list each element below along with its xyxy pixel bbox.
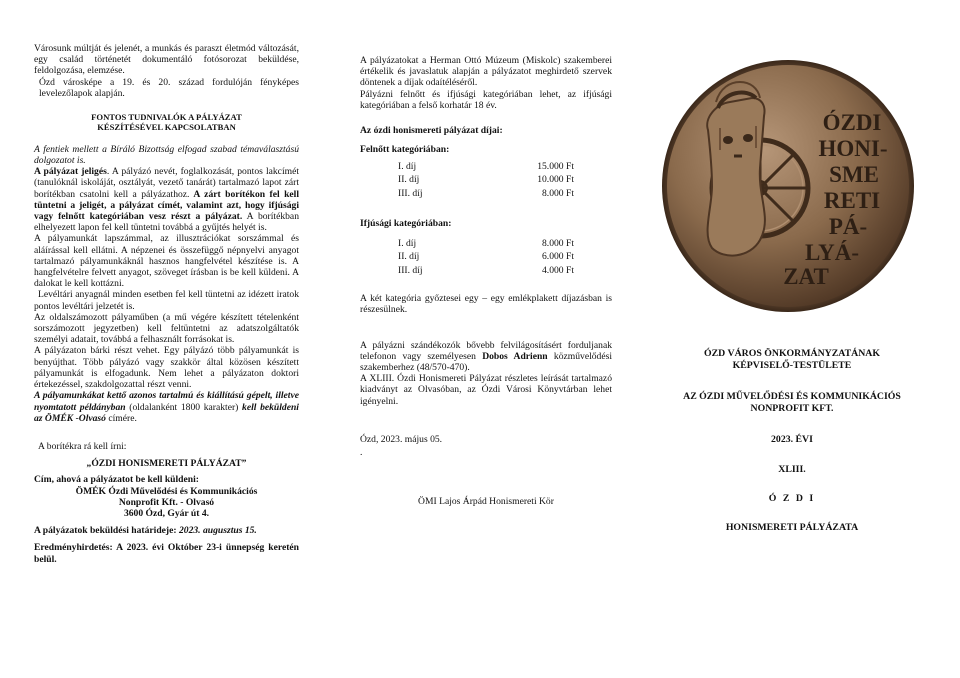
plaque-paragraph: A két kategória győztesei egy – egy emlékplakett díjazásban is részesülnek. [360,293,612,316]
jelige-bold-2: A zárt borítékon fel kell tüntetni a jeligét, a pályázat címét, valamint azt, hogy ifjúsági vagy felnőtt kategóriában vesz részt a pályázat. [34,188,300,223]
date-line: Ózd, 2023. május 05. [360,433,443,445]
table-row [398,173,574,187]
prize-rank: III. díj [398,187,423,199]
contact-text-2: közművelődési szakemberhez (48/570-470). [360,350,612,373]
heading-line-1: FONTOS TUDNIVALÓK A PÁLYÁZAT [91,112,242,123]
table-row [398,250,574,264]
bekuldes-bold-italic-2: kell beküldeni az ÖMÉK -Olvasó [34,401,299,424]
contact-paragraph [360,340,612,374]
jelige-bold: A pályázat jeligés [34,166,107,178]
contact-text-1: A pályázni szándékozók bővebb felvilágosításért forduljanak telefonon vagy személyesen [360,339,612,362]
barki-paragraph: A pályázaton bárki részt vehet. Egy pályázó több pályamunkát is benyújthat. Több pályázó vagy szakkör által közösen készített pályamunkát is elfogadunk. Nem lehet a pályázaton doktori értekezéssel, szakdolgozattal részt venni. [34,345,299,391]
address-line-1: ÖMÉK Ózdi Művelődési és Kommunikációs [75,485,258,497]
address-label: Cím, ahová a pályázatot be kell küldeni: [34,474,199,486]
deadline-label: A pályázatok beküldési határideje: [34,525,179,537]
prizes-heading: Az ózdi honismereti pályázat díjai: [360,125,503,137]
table-row [398,159,574,173]
prize-amount: 10.000 Ft [537,174,574,186]
jelige-paragraph [34,166,299,233]
prize-rank: II. díj [398,174,420,186]
bekuldes-text-2: címére. [105,412,137,424]
oldalszam-paragraph: Az oldalszámozott pályaműben (a mű végére készített tételenként sorszámozott jegyzetben) kell feltüntetni az adatszolgáltatók személyi adatait, továbbá a felhasznált forrásokat is. [34,311,299,346]
column-right [652,0,932,534]
italic-note: A fentiek mellett a Bíráló Bizottság elfogad szabad témaválasztású dolgozatot is. [34,143,299,167]
boritek-title: „ÓZDI HONISMERETI PÁLYÁZAT” [86,458,247,470]
ozdi-spaced: Ó Z D I [768,493,816,504]
contact-name: Dobos Adrienn [482,350,548,362]
signature: ÖMI Lajos Árpád Honismereti Kör [418,496,554,508]
publication-paragraph: A XLIII. Ózdi Honismereti Pályázat részletes leírását tartalmazó kiadványt az Olvasóban, az Ózdi Városi Könyvtárban lehet igényelni. [360,373,612,407]
table-row [398,236,574,250]
table-row [398,187,574,201]
results-announcement: Eredményhirdetés: A 2023. évi Október 23-i ünnepség keretén belül. [34,542,299,565]
organizer-1-line-2: KÉPVISELŐ-TESTÜLETE [732,360,852,371]
organizer-2-line-1: AZ ÓZDI MŰVELŐDÉSI ÉS KOMMUNIKÁCIÓS [683,391,901,402]
bekuldes-paragraph [34,390,299,424]
deadline-date: 2023. augusztus 15. [178,525,257,537]
deadline [34,525,299,536]
medal-text-line: LYÁ- [804,240,860,265]
organizer-1-line-1: ÓZD VÁROS ÖNKORMÁNYZATÁNAK [704,348,880,359]
dot-line: . [360,447,363,459]
bekuldes-text: (oldalanként 1800 karakter) [125,401,243,413]
prize-amount: 6.000 Ft [542,251,574,263]
organizer-2-line-2: NONPROFIT KFT. [750,403,834,414]
address-line-3: 3600 Ózd, Gyár út 4. [123,507,210,519]
medal-text-line: ÓZDI [822,110,882,135]
prize-amount: 15.000 Ft [537,160,574,172]
jelige-text: . A pályázó nevét, foglalkozását, pontos lakcímét (tanulóknál iskoláját, osztályát, vezető tanárát) tartalmazó lapot zárt borítékban csatolni kell a pályázathoz. [34,166,299,200]
prize-amount: 4.000 Ft [542,264,574,276]
competition-title: HONISMERETI PÁLYÁZATA [725,522,859,533]
prize-rank: I. díj [398,237,417,249]
address-line-2: Nonprofit Kft. - Olvasó [118,496,215,508]
table-row [398,264,574,278]
column-left [34,0,299,565]
youth-prize-table [398,236,574,277]
prize-amount: 8.000 Ft [542,187,574,199]
lapszam-paragraph: A pályamunkát lapszámmal, az illusztrációkat sorszámmal és aláírással kell ellátni. A népzenei és összefüggő népnyelvi anyagot tartalmazó pályamunkáknál hasznos hangfelvétel készítése is. A hangfelvételre felvett anyagot, szöveget írásban is be kell küldeni. A dalokat le kell kottázni. [34,233,299,290]
category-paragraph: Pályázni felnőtt és ifjúsági kategóriában lehet, az ifjúsági kategóriában a felső korhatár 18 év. [360,88,612,111]
boritek-label: A borítékra rá kell írni: [38,440,127,452]
column-middle [360,0,612,507]
year-label: 2023. ÉVI [771,434,813,445]
bekuldes-bold-italic-1: A pályamunkákat kettő azonos tartalmú és kiállítású gépelt, illetve nyomtatott példányban [34,390,299,413]
jelige-text-2: A borítékban elhelyezett lapon fel kell tüntetni továbbá a gyűjtés helyét is. [34,211,299,234]
medal-text-line: ZAT [783,264,829,289]
medal-text-line: SME [829,162,879,187]
evaluation-paragraph: A pályázatokat a Herman Ottó Múzeum (Miskolc) szakemberei értékelik és javaslatuk alapján a pályázatot meghirdető szervek döntenek a díjak odaítéléséről. [360,55,612,89]
medal-text-line: HONI- [818,136,888,161]
medal-text-line: RETI [823,188,881,213]
intro-paragraph-2: Ózd városképe a 19. és 20. század fordulóján fényképes levelezőlapok alapján. [39,76,299,99]
prize-rank: III. díj [398,264,423,276]
prize-rank: I. díj [398,160,417,172]
prize-amount: 8.000 Ft [542,237,574,249]
leveltari-paragraph: Levéltári anyagnál minden esetben fel kell tüntetni az idézett iratok pontos levéltári jelzetét is. [34,289,299,312]
edition-label: XLIII. [778,464,806,475]
adult-category-heading: Felnőtt kategóriában: [360,144,450,156]
heading-line-2: KÉSZÍTÉSÉVEL KAPCSOLATBAN [97,122,236,133]
medal-text-line: PÁ- [828,214,868,239]
intro-paragraph-1: Városunk múltját és jelenét, a munkás és paraszt életmód változását, egy család történetét dokumentáló fotósorozat beküldése, feldolgozása, elemzése. [34,43,299,77]
adult-prize-table [398,159,574,200]
prize-rank: II. díj [398,251,420,263]
youth-category-heading: Ifjúsági kategóriában: [360,218,452,230]
